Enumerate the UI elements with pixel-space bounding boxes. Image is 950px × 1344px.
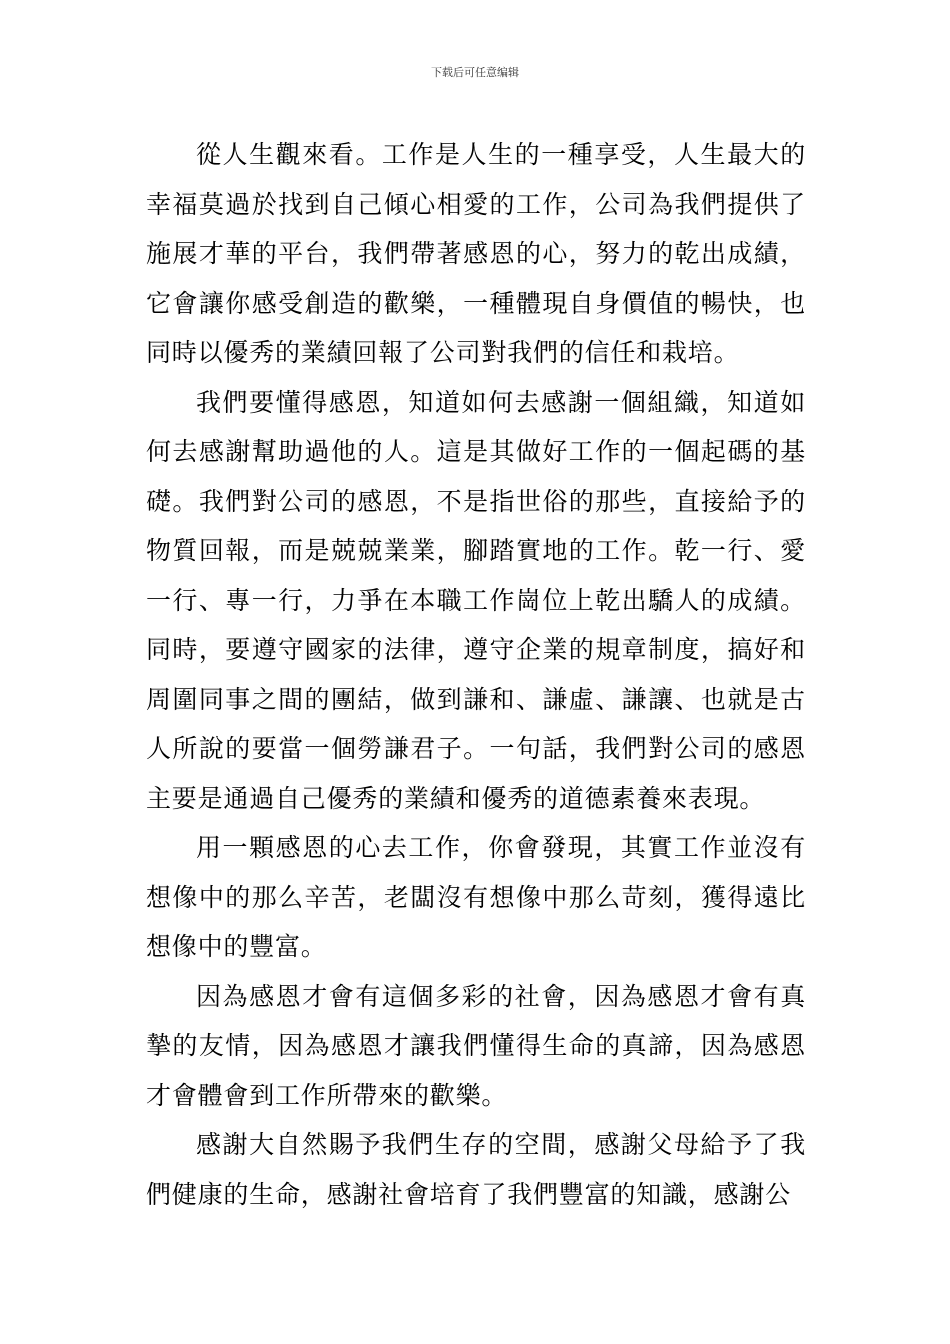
paragraph-1: 從人生觀來看。工作是人生的一種享受，人生最大的幸福莫過於找到自己傾心相愛的工作，公司為我們提供了施展才華的平台，我們帶著感恩的心，努力的乾出成績，它會讓你感受創造的歡樂，一種體現自身價值的暢快，也同時以優秀的業績回報了公司對我們的信任和栽培。 [146,140,806,367]
document-body [146,130,806,1219]
paragraph-3: 用一顆感恩的心去工作，你會發現，其實工作並沒有想像中的那么辛苦，老闆沒有想像中那么苛刻，獲得遠比想像中的豐富。 [146,833,806,961]
paragraph-5: 感謝大自然賜予我們生存的空間，感謝父母給予了我們健康的生命，感謝社會培育了我們豐富的知識，感謝公 [146,1130,806,1209]
paragraph-2: 我們要懂得感恩，知道如何去感謝一個組織，知道如何去感謝幫助過他的人。這是其做好工作的一個起碼的基礎。我們對公司的感恩，不是指世俗的那些，直接給予的物質回報，而是兢兢業業，腳踏實地的工作。乾一行、愛一行、專一行，力爭在本職工作崗位上乾出驕人的成績。同時，要遵守國家的法律，遵守企業的規章制度，搞好和周圍同事之間的團結，做到謙和、謙虛、謙讓、也就是古人所說的要當一個勞謙君子。一句話，我們對公司的感恩主要是通過自己優秀的業績和優秀的道德素養來表現。 [146,387,806,813]
paragraph-4: 因為感恩才會有這個多彩的社會，因為感恩才會有真摯的友情，因為感恩才讓我們懂得生命的真諦，因為感恩才會體會到工作所帶來的歡樂。 [146,981,806,1110]
page-header: 下载后可任意编辑 [431,66,519,79]
